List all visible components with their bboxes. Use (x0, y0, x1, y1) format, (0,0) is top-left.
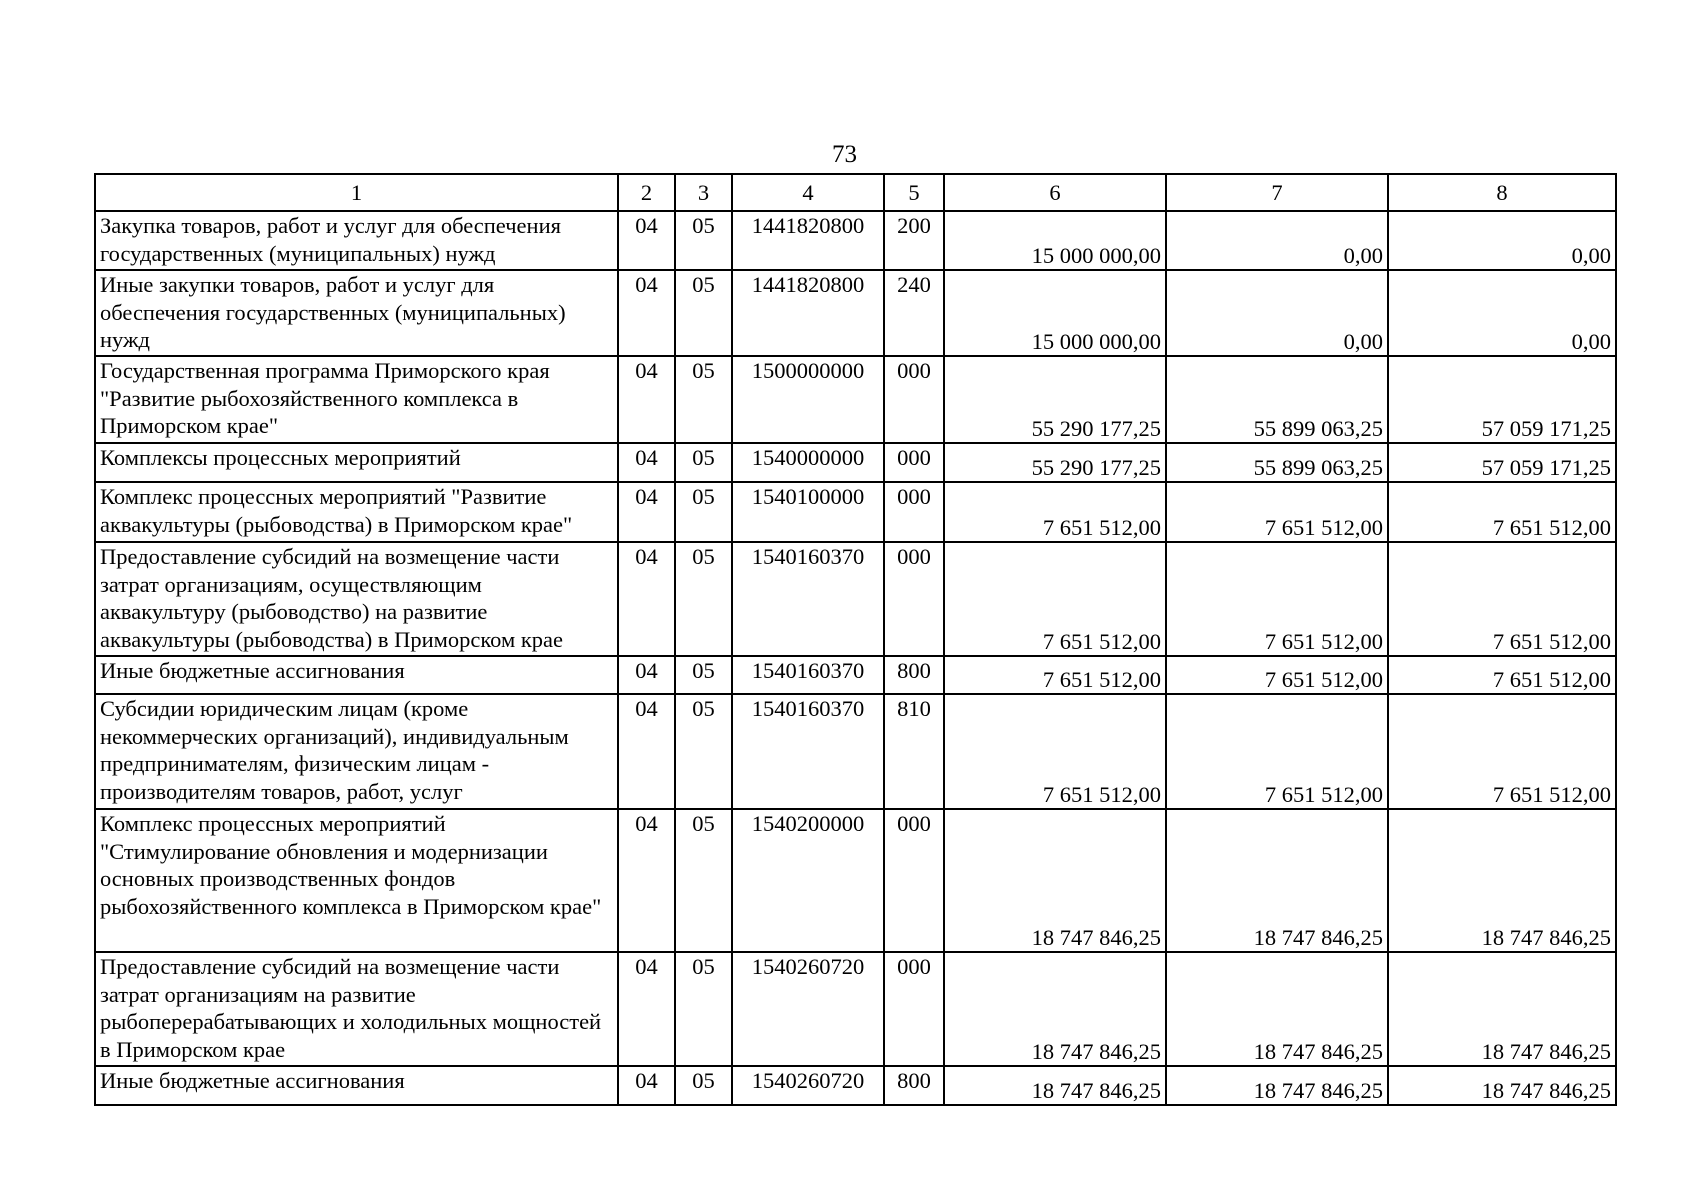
row-name: Государственная программа Приморского края "Развитие рыбохозяйственного комплекса в Приморском крае" (95, 356, 618, 443)
table-row (95, 443, 1616, 482)
budget-table (94, 173, 1617, 1106)
row-col-3: 05 (675, 656, 732, 694)
row-col-2: 04 (618, 270, 675, 356)
row-col-2: 04 (618, 694, 675, 809)
row-col-2: 04 (618, 656, 675, 694)
row-col-3: 05 (675, 482, 732, 542)
table-row (95, 211, 1616, 270)
header-col-7: 7 (1166, 174, 1388, 211)
row-col-8: 0,00 (1388, 211, 1616, 270)
row-col-6: 7 651 512,00 (944, 482, 1166, 542)
row-col-4: 1540160370 (732, 542, 884, 656)
row-col-6: 18 747 846,25 (944, 1066, 1166, 1105)
row-col-3: 05 (675, 1066, 732, 1105)
row-col-3: 05 (675, 270, 732, 356)
table-row (95, 356, 1616, 443)
row-col-8: 7 651 512,00 (1388, 656, 1616, 694)
row-col-7: 18 747 846,25 (1166, 952, 1388, 1066)
row-col-8: 0,00 (1388, 270, 1616, 356)
row-name: Предоставление субсидий на возмещение части затрат организациям на развитие рыбоперерабатывающих и холодильных мощностей в Приморском крае (95, 952, 618, 1066)
row-col-7: 7 651 512,00 (1166, 656, 1388, 694)
row-col-4: 1500000000 (732, 356, 884, 443)
row-col-7: 7 651 512,00 (1166, 542, 1388, 656)
table-row (95, 656, 1616, 694)
row-col-8: 57 059 171,25 (1388, 443, 1616, 482)
row-col-6: 15 000 000,00 (944, 211, 1166, 270)
header-col-8: 8 (1388, 174, 1616, 211)
row-name: Комплексы процессных мероприятий (95, 443, 618, 482)
row-col-3: 05 (675, 356, 732, 443)
table-row (95, 1066, 1616, 1105)
table-row (95, 482, 1616, 542)
page-number: 73 (832, 141, 857, 168)
row-col-2: 04 (618, 211, 675, 270)
row-col-4: 1540000000 (732, 443, 884, 482)
row-col-3: 05 (675, 211, 732, 270)
row-col-5: 810 (884, 694, 944, 809)
row-name: Иные бюджетные ассигнования (95, 1066, 618, 1105)
row-col-8: 7 651 512,00 (1388, 542, 1616, 656)
header-col-4: 4 (732, 174, 884, 211)
row-col-7: 55 899 063,25 (1166, 356, 1388, 443)
header-col-3: 3 (675, 174, 732, 211)
header-row (95, 174, 1616, 211)
row-col-8: 57 059 171,25 (1388, 356, 1616, 443)
row-col-5: 000 (884, 443, 944, 482)
table-row (95, 270, 1616, 356)
row-col-5: 000 (884, 356, 944, 443)
row-col-8: 18 747 846,25 (1388, 952, 1616, 1066)
table-row (95, 809, 1616, 952)
row-name: Иные закупки товаров, работ и услуг для обеспечения государственных (муниципальных) нужд (95, 270, 618, 356)
row-col-7: 18 747 846,25 (1166, 809, 1388, 952)
table-row (95, 694, 1616, 809)
row-col-4: 1441820800 (732, 211, 884, 270)
row-col-3: 05 (675, 809, 732, 952)
header-col-5: 5 (884, 174, 944, 211)
row-col-5: 000 (884, 542, 944, 656)
row-col-7: 0,00 (1166, 270, 1388, 356)
row-col-3: 05 (675, 694, 732, 809)
row-col-4: 1540260720 (732, 952, 884, 1066)
row-col-8: 7 651 512,00 (1388, 482, 1616, 542)
row-col-5: 800 (884, 656, 944, 694)
row-col-2: 04 (618, 356, 675, 443)
row-name: Комплекс процессных мероприятий "Развитие аквакультуры (рыбоводства) в Приморском крае" (95, 482, 618, 542)
row-name: Предоставление субсидий на возмещение части затрат организациям, осуществляющим аквакультуру (рыбоводство) на развитие аквакультуры (рыбоводства) в Приморском крае (95, 542, 618, 656)
row-col-2: 04 (618, 542, 675, 656)
row-col-4: 1540100000 (732, 482, 884, 542)
row-col-8: 18 747 846,25 (1388, 1066, 1616, 1105)
header-col-2: 2 (618, 174, 675, 211)
row-col-4: 1540200000 (732, 809, 884, 952)
row-name: Иные бюджетные ассигнования (95, 656, 618, 694)
row-col-3: 05 (675, 443, 732, 482)
row-col-8: 7 651 512,00 (1388, 694, 1616, 809)
header-col-1: 1 (95, 174, 618, 211)
row-col-4: 1540160370 (732, 656, 884, 694)
row-col-6: 15 000 000,00 (944, 270, 1166, 356)
row-col-6: 18 747 846,25 (944, 952, 1166, 1066)
row-col-2: 04 (618, 1066, 675, 1105)
row-col-6: 7 651 512,00 (944, 656, 1166, 694)
row-col-2: 04 (618, 809, 675, 952)
row-col-4: 1540260720 (732, 1066, 884, 1105)
row-col-3: 05 (675, 952, 732, 1066)
row-col-4: 1540160370 (732, 694, 884, 809)
row-col-5: 000 (884, 952, 944, 1066)
row-col-5: 800 (884, 1066, 944, 1105)
row-col-7: 0,00 (1166, 211, 1388, 270)
header-col-6: 6 (944, 174, 1166, 211)
row-col-5: 000 (884, 482, 944, 542)
row-col-5: 000 (884, 809, 944, 952)
row-col-7: 18 747 846,25 (1166, 1066, 1388, 1105)
row-col-5: 200 (884, 211, 944, 270)
row-col-6: 18 747 846,25 (944, 809, 1166, 952)
row-name: Комплекс процессных мероприятий "Стимулирование обновления и модернизации основных производственных фондов рыбохозяйственного комплекса в Приморском крае" (95, 809, 618, 952)
row-col-7: 7 651 512,00 (1166, 482, 1388, 542)
row-col-2: 04 (618, 952, 675, 1066)
row-col-6: 55 290 177,25 (944, 356, 1166, 443)
row-col-3: 05 (675, 542, 732, 656)
row-col-6: 7 651 512,00 (944, 542, 1166, 656)
row-col-4: 1441820800 (732, 270, 884, 356)
row-name: Субсидии юридическим лицам (кроме некоммерческих организаций), индивидуальным предпринимателям, физическим лицам - производителям товаров, работ, услуг (95, 694, 618, 809)
row-col-2: 04 (618, 443, 675, 482)
table-row (95, 542, 1616, 656)
table-row (95, 952, 1616, 1066)
row-col-5: 240 (884, 270, 944, 356)
row-col-7: 7 651 512,00 (1166, 694, 1388, 809)
row-col-6: 55 290 177,25 (944, 443, 1166, 482)
row-name: Закупка товаров, работ и услуг для обеспечения государственных (муниципальных) нужд (95, 211, 618, 270)
row-col-2: 04 (618, 482, 675, 542)
row-col-8: 18 747 846,25 (1388, 809, 1616, 952)
row-col-7: 55 899 063,25 (1166, 443, 1388, 482)
row-col-6: 7 651 512,00 (944, 694, 1166, 809)
